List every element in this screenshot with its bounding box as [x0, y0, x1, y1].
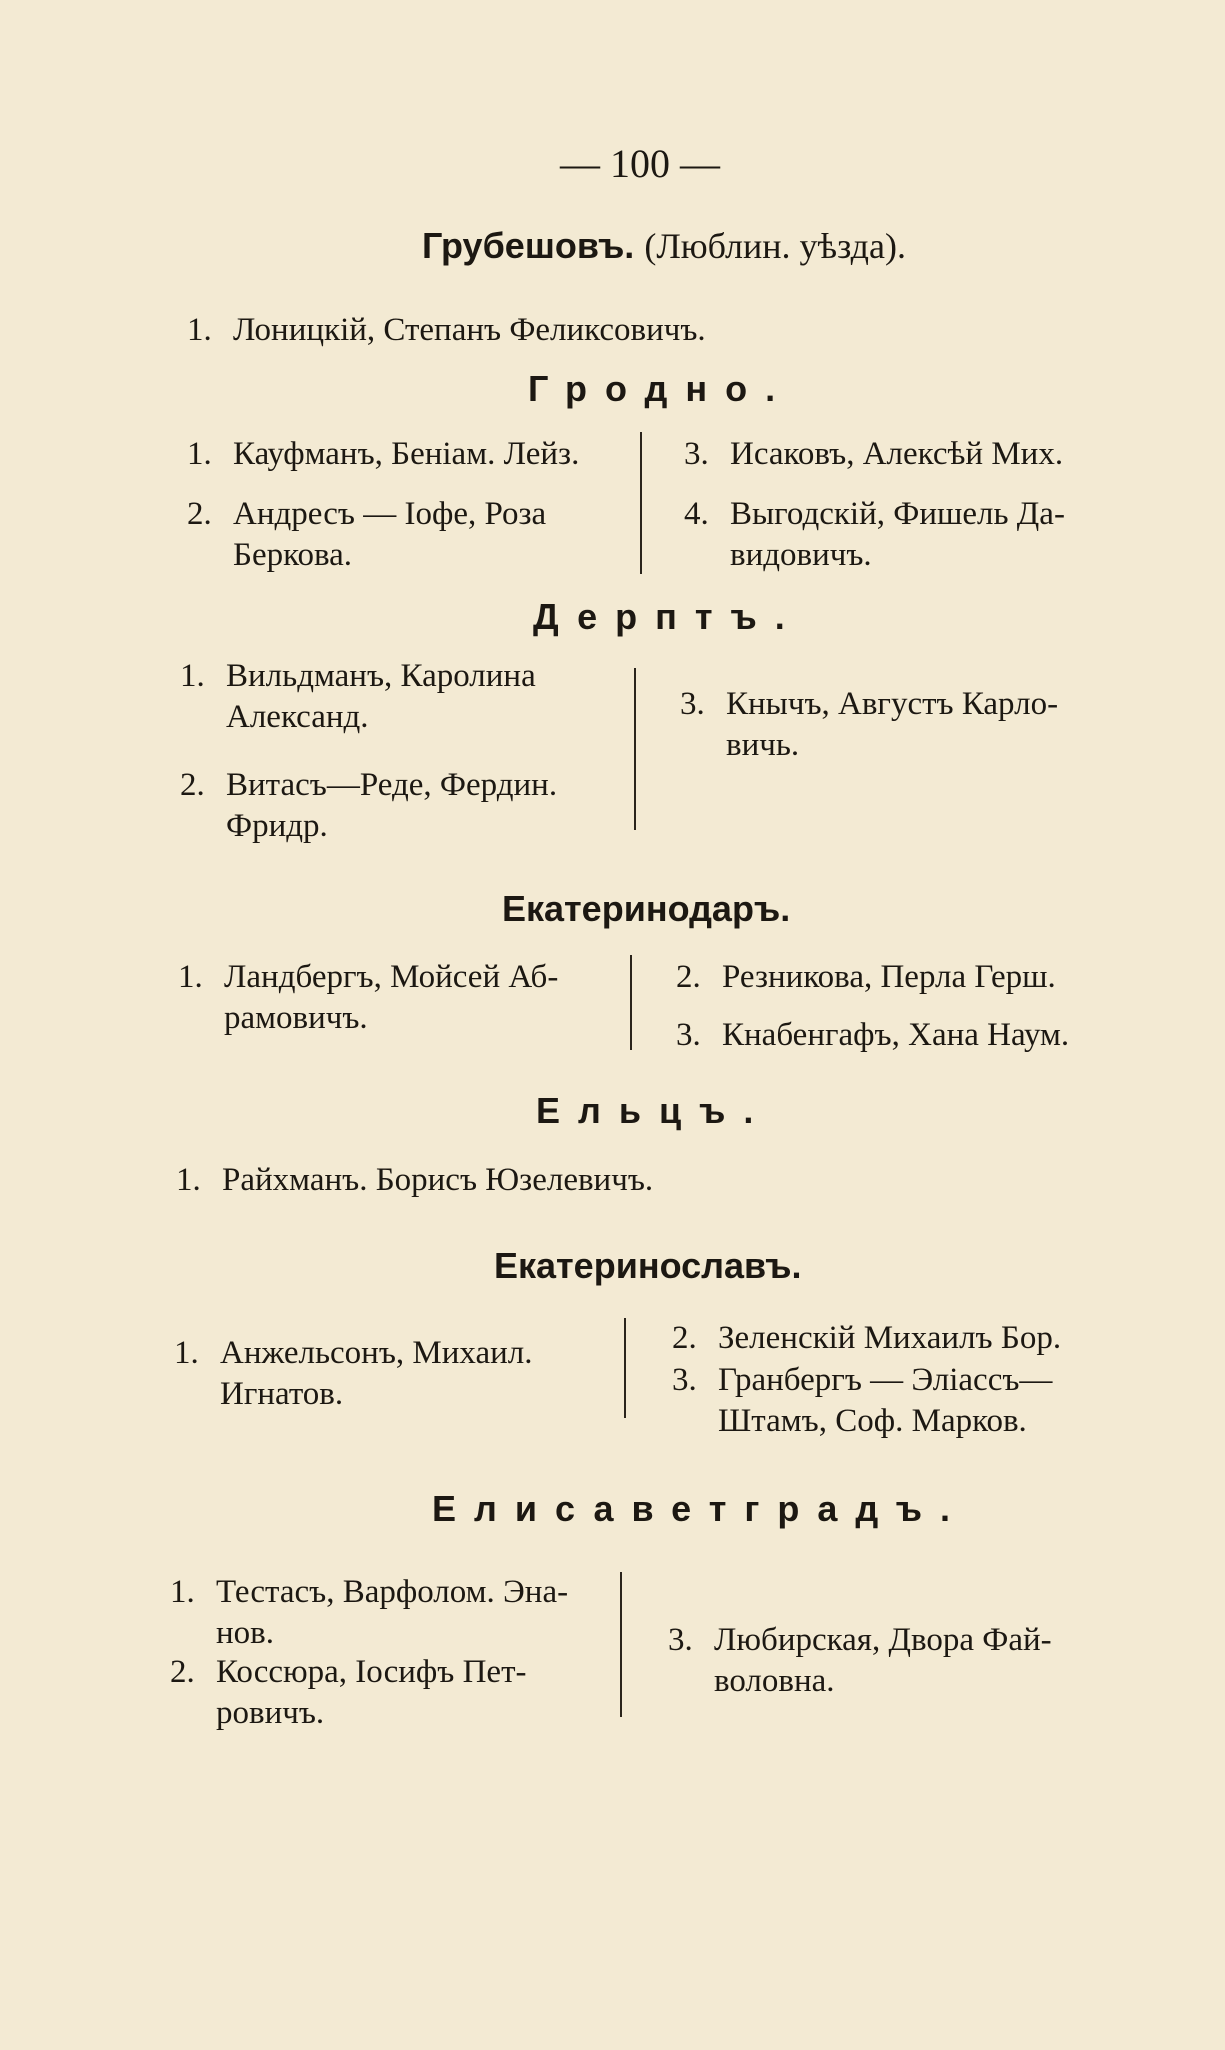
item-text: Анжельсонъ, Михаил. — [220, 1335, 533, 1371]
item-text: Кауфманъ, Беніам. Лейз. — [233, 436, 580, 472]
item-text: Андресъ — Іофе, Роза — [233, 496, 547, 532]
list-item — [680, 684, 1058, 766]
page-number: — 100 — — [560, 141, 720, 186]
item-text: Гранбергъ — Эліассъ— — [718, 1362, 1053, 1398]
list-item — [180, 765, 557, 847]
item-text-continuation: вичь. — [726, 727, 800, 763]
section-heading-grodno: Гродно. — [528, 368, 794, 409]
item-text-continuation: Фридр. — [226, 808, 328, 844]
list-item — [180, 656, 536, 738]
column-divider — [640, 432, 642, 574]
item-text-continuation: воловна. — [714, 1663, 835, 1699]
item-text-continuation: Беркова. — [233, 537, 352, 573]
item-text: Лоницкій, Степанъ Феликсовичъ. — [233, 312, 706, 348]
list-item — [668, 1620, 1052, 1702]
item-number: 1. — [187, 312, 212, 348]
column-divider — [634, 668, 636, 830]
section-heading-elisavetgrad: Елисаветградъ. — [432, 1488, 968, 1529]
list-item — [174, 1333, 533, 1415]
list-item — [170, 1652, 527, 1734]
section-heading-derpt: Дерптъ. — [533, 596, 803, 637]
item-text: Выгодскій, Фишель Да- — [730, 496, 1065, 532]
list-item — [672, 1318, 1061, 1359]
item-number: 2. — [187, 496, 212, 532]
item-text-continuation: Штамъ, Соф. Марков. — [718, 1403, 1027, 1439]
list-item — [187, 310, 706, 351]
item-number: 2. — [170, 1654, 195, 1690]
heading-title: Грубешовъ. — [422, 225, 635, 266]
item-number: 1. — [187, 436, 212, 472]
heading-subtitle: (Люблин. уѣзда). — [644, 226, 906, 266]
item-number: 4. — [684, 496, 709, 532]
item-text-continuation: Александ. — [226, 699, 369, 735]
item-text-continuation: рамовичъ. — [224, 1000, 368, 1036]
section-heading-ekaterinodar: Екатеринодаръ. — [502, 888, 791, 929]
list-item — [187, 494, 546, 576]
item-text: Коссюра, Іосифъ Пет- — [216, 1654, 527, 1690]
list-item — [176, 1160, 653, 1201]
item-number: 2. — [672, 1320, 697, 1356]
column-divider — [630, 955, 632, 1050]
item-number: 3. — [684, 436, 709, 472]
item-number: 1. — [180, 658, 205, 694]
item-text: Зеленскій Михаилъ Бор. — [718, 1320, 1062, 1356]
item-text: Райхманъ. Борисъ Юзелевичъ. — [222, 1162, 654, 1198]
item-number: 1. — [178, 959, 203, 995]
item-number: 1. — [170, 1574, 195, 1610]
item-number: 2. — [676, 959, 701, 995]
column-divider — [624, 1318, 626, 1418]
section-heading-grubeshov — [422, 225, 906, 267]
item-text-continuation: ровичъ. — [216, 1695, 325, 1731]
item-number: 3. — [680, 686, 705, 722]
item-number: 1. — [176, 1162, 201, 1198]
item-text-continuation: видовичъ. — [730, 537, 872, 573]
list-item — [187, 434, 579, 475]
item-text: Ландбергъ, Мойсей Аб- — [224, 959, 559, 995]
item-text-continuation: Игнатов. — [220, 1376, 344, 1412]
item-text: Резникова, Перла Герш. — [722, 959, 1056, 995]
list-item — [178, 957, 558, 1039]
item-text: Кнычъ, Августъ Карло- — [726, 686, 1059, 722]
list-item — [676, 1015, 1069, 1056]
item-number: 1. — [174, 1335, 199, 1371]
list-item — [672, 1360, 1052, 1442]
list-item — [170, 1572, 568, 1654]
item-text: Вильдманъ, Каролина — [226, 658, 536, 694]
list-item — [684, 494, 1065, 576]
item-text: Витасъ—Реде, Фердин. — [226, 767, 558, 803]
item-number: 3. — [676, 1017, 701, 1053]
column-divider — [620, 1572, 622, 1717]
item-text-continuation: нов. — [216, 1615, 274, 1651]
item-text: Тестасъ, Варфолом. Эна- — [216, 1574, 569, 1610]
item-text: Любирская, Двора Фай- — [714, 1622, 1052, 1658]
item-number: 3. — [668, 1622, 693, 1658]
list-item — [684, 434, 1063, 475]
section-heading-elets: Ельцъ. — [536, 1090, 772, 1131]
item-text: Исаковъ, Алексѣй Мих. — [730, 436, 1064, 472]
item-number: 2. — [180, 767, 205, 803]
list-item — [676, 957, 1056, 998]
section-heading-ekaterinoslav: Екатеринославъ. — [494, 1245, 802, 1286]
item-number: 3. — [672, 1362, 697, 1398]
item-text: Кнабенгафъ, Хана Наум. — [722, 1017, 1070, 1053]
